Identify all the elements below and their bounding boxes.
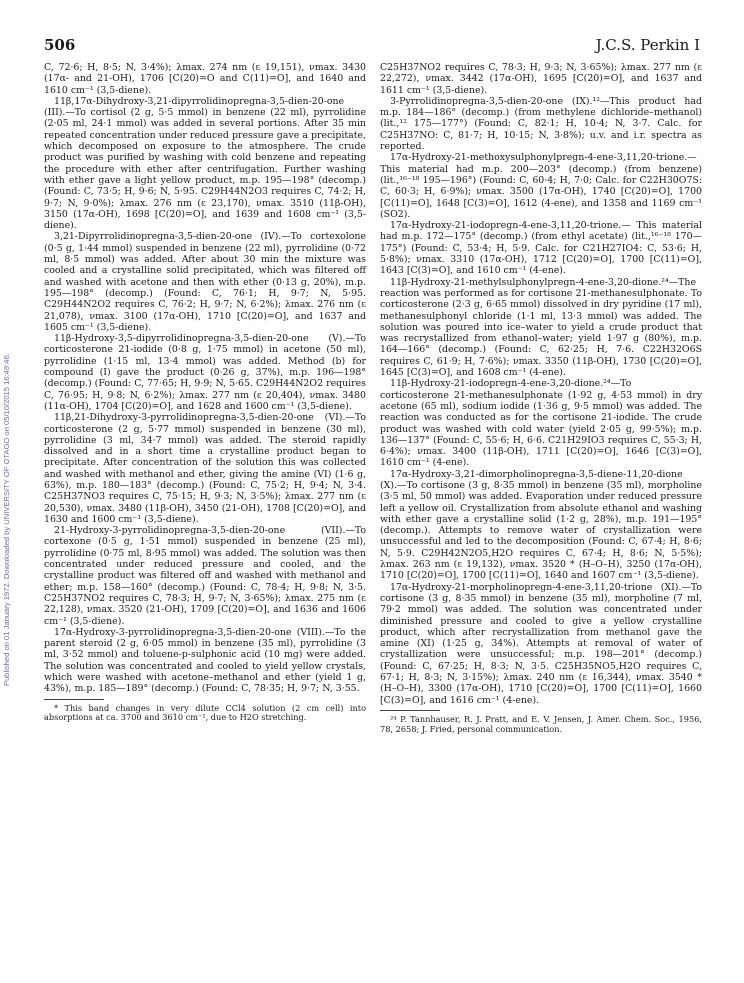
paragraph: 11β,21-Dihydroxy-3-pyrrolidinopregna-3,5-dien-20-one (VI).—To corticosterone (2 g, 5·77 mmol) suspended in benzene (30 ml), pyrrolidine (3 ml, 34·7 mmol) was added. The steroid rapidly dissolved and in a short time a crystalline product began to precipitate. After concentration of the solution this was collected and washed with methanol and ether, giving the amine (VI) (1·6 g, 63%), m.p. 180—183° (decomp.) (Found: C, 75·2; H, 9·4; N, 3·4. C25H37NO3 requires C, 75·15; H, 9·3; N, 3·5%); λmax. 277 nm (ε 20,530), νmax. 3480 (11β-OH), 3450 (21-OH), 1708 [C(20)=O], and 1630 and 1600 cm⁻¹ (3,5-diene). — [44, 412, 366, 525]
paragraph: 3,21-Dipyrrolidinopregna-3,5-dien-20-one (IV).—To cortexolone (0·5 g, 1·44 mmol) suspended in benzene (22 ml), pyrrolidine (0·72 ml, 8·5 mmol) was added. After about 30 min the mixture was cooled and a crystalline solid precipitated, which was filtered off and washed with acetone and then with ether (0·13 g, 20%), m.p. 195—198° (decomp.) (Found: C, 76·1; H, 9·7; N, 5·95. C29H44N2O2 requires C, 76·2; H, 9·7; N, 6·2%); λmax. 276 nm (ε 21,078), νmax. 3100 (17α-OH), 1710 [C(20)=O], and 1637 and 1605 cm⁻¹ (3,5-diene). — [44, 231, 366, 333]
journal-title: J.C.S. Perkin I — [595, 36, 700, 54]
paragraph: 17α-Hydroxy-21-iodopregn-4-ene-3,11,20-trione.— This material had m.p. 172—175° (decomp.) (from ethyl acetate) (lit.,¹⁶⁻¹⁸ 170—175°) (Found: C, 53·4; H, 5·9. Calc. for C21H27IO4: C, 53·6; H, 5·8%); νmax. 3310 (17α-OH), 1712 [C(20)=O], 1700 [C(11)=O], 1643 [C(3)=O], and 1610 cm⁻¹ (4-ene). — [380, 220, 702, 277]
paragraph: C, 72·6; H, 8·5; N, 3·4%); λmax. 274 nm (ε 19,151), νmax. 3430 (17α- and 21-OH), 1706 [C(20)=O and C(11)=O], and 1640 and 1610 cm⁻¹ (3,5-diene). — [44, 62, 366, 96]
download-notice[interactable]: Published on 01 January 1972. Downloaded by UNIVERSITY OF OTAGO on 05/10/2015 16:49:46. — [2, 353, 11, 687]
footnote: * This band changes in very dilute CCl4 solution (2 cm cell) into absorptions at ca. 3700 and 3610 cm⁻¹, due to H2O stretching. — [44, 702, 366, 723]
paragraph: 3-Pyrrolidinopregna-3,5-dien-20-one (IX).¹²—This product had m.p. 184—186° (decomp.) (from methylene dichloride–methanol) (lit.,¹² 175—177°) (Found: C, 82·1; H, 10·4; N, 3·7. Calc. for C25H37NO: C, 81·7; H, 10·15; N, 3·8%); u.v. and i.r. spectra as reported. — [380, 95, 702, 153]
reference: ²⁴ P. Tannhauser, R. J. Pratt, and E. V. Jensen, J. Amer. Chem. Soc., 1956, 78, 2658; J. Fried, personal communication. — [380, 713, 702, 734]
reference-divider — [380, 710, 440, 711]
paragraph: 11β-Hydroxy-3,5-dipyrrolidinopregna-3,5-dien-20-one (V).—To corticosterone 21-iodide (0·8 g, 1·75 mmol) in acetone (50 ml), pyrrolidine (1·15 ml, 13·4 mmol) was added. Method (b) for compound (I) gave the product (0·26 g, 37%), m.p. 196—198° (decomp.) (Found: C, 77·65; H, 9·9; N, 5·65. C29H44N2O2 requires C, 76·95; H, 9·8; N, 6·2%); λmax. 277 nm (ε 20,404), νmax. 3480 (11α-OH), 1704 [C(20)=O], and 1628 and 1600 cm⁻¹ (3,5-diene). — [44, 333, 366, 412]
footnote-divider — [44, 699, 104, 700]
paragraph: 21-Hydroxy-3-pyrrolidinopregna-3,5-dien-20-one (VII).—To cortexone (0·5 g, 1·51 mmol) suspended in benzene (25 ml), pyrrolidine (0·75 ml, 8·95 mmol) was added. The solution was then concentrated under reduced pressure and cooled, and the crystalline product was filtered off and washed with methanol and ether; m.p. 158—160° (decomp.) (Found: C, 78·4; H, 9·8; N, 3·5. C25H37NO2 requires C, 78·3; H, 9·7; N, 3·65%); λmax. 275 nm (ε 22,128), νmax. 3520 (21-OH), 1709 [C(20)=O], and 1636 and 1606 cm⁻¹ (3,5-diene). — [44, 525, 366, 627]
paragraph: 11β-Hydroxy-21-iodopregn-4-ene-3,20-dione.²⁴—To corticosterone 21-methanesulphonate (1·92 g, 4·53 mmol) in dry acetone (65 ml), sodium iodide (1·36 g, 9·5 mmol) was added. The reaction was conducted as for the cortisone 21-iodide. The crude product was washed with cold water (yield 2·05 g, 99·5%); m.p. 136—137° (Found: C, 55·6; H, 6·6. C21H29IO3 requires C, 55·3; H, 6·4%); νmax. 3400 (11β-OH), 1711 [C(20)=O], 1646 [C(3)=O], 1610 cm⁻¹ (4-ene). — [380, 378, 702, 469]
right-column — [380, 62, 702, 735]
paragraph: 17α-Hydroxy-21-morpholinopregn-4-ene-3,11,20-trione (XI).—To cortisone (3 g, 8·35 mmol) in benzene (35 ml), morpholine (7 ml, 79·2 mmol) was added. The solution was concentrated under diminished pressure and cooled to give a yellow crystalline product, which after recrystallization from methanol gave the amine (XI) (1·25 g, 34%). Attempts at removal of water of crystallization were unsuccessful; m.p. 198—201° (decomp.) (Found: C, 67·25; H, 8·3; N, 3·5. C25H35NO5,H2O requires C, 67·1; H, 8·3; N, 3·15%); λmax. 240 nm (ε 16,344), νmax. 3540 * (H–O–H), 3300 (17α-OH), 1710 [C(20)=O], 1700 [C(11)=O], 1660 [C(3)=O], and 1616 cm⁻¹ (4-ene). — [380, 581, 702, 706]
paragraph: 17α-Hydroxy-21-methoxysulphonylpregn-4-ene-3,11,20-trione.—This material had m.p. 200—203° (decomp.) (from benzene) (lit.,¹⁶⁻¹⁸ 195—196°) (Found: C, 60·4; H, 7·0; Calc. for C22H30O7S: C, 60·3; H, 6·9%); νmax. 3500 (17α-OH), 1740 [C(20)=O], 1700 [C(11)=O], 1648 [C(3)=O], 1612 (4-ene), and 1358 and 1169 cm⁻¹ (SO2). — [380, 152, 702, 220]
paragraph: C25H37NO2 requires C, 78·3; H, 9·3; N, 3·65%); λmax. 277 nm (ε 22,272), νmax. 3442 (17α-OH), 1695 [C(20)=O], and 1637 and 1611 cm⁻¹ (3,5-diene). — [380, 62, 702, 96]
paragraph: 17α-Hydroxy-3,21-dimorpholinopregna-3,5-diene-11,20-dione (X).—To cortisone (3 g, 8·35 mmol) in benzene (35 ml), morpholine (3·5 ml, 50 mmol) was added. Evaporation under reduced pressure left a yellow oil. Crystallization from absolute ethanol and washing with ether gave a crystalline solid (1·2 g, 28%), m.p. 191—195° (decomp.). Attempts to remove water of crystallization were unsuccessful and led to the decomposition (Found: C, 67·4; H, 8·6; N, 5·9. C29H42N2O5,H2O requires C, 67·4; H, 8·6; N, 5·5%); λmax. 263 nm (ε 19,132), νmax. 3520 * (H–O–H), 3250 (17α-OH), 1710 [C(20)=O], 1700 [C(11)=O], 1640 and 1607 cm⁻¹ (3,5-diene). — [380, 468, 702, 582]
paragraph: 11β-Hydroxy-21-methylsulphonylpregn-4-ene-3,20-dione.²⁴—The reaction was performed as for cortisone 21-methanesulphonate. To corticosterone (2·3 g, 6·65 mmol) dissolved in dry pyridine (17 ml), methanesulphonyl chloride (1·1 ml, 13·3 mmol) was added. The solution was poured into ice–water to yield a crude product that was recrystallized from ethanol–water; yield 1·97 g (80%), m.p. 164—166° (decomp.) (Found: C, 62·25; H, 7·6. C22H32O6S requires C, 61·9; H, 7·6%); νmax. 3350 (11β-OH), 1730 [C(20)=O], 1645 [C(3)=O], and 1608 cm⁻¹ (4-ene). — [380, 276, 702, 379]
page-number: 506 — [44, 36, 76, 54]
paragraph: 11β,17α-Dihydroxy-3,21-dipyrrolidinopregna-3,5-dien-20-one (III).—To cortisol (2 g, 5·5 mmol) in benzene (22 ml), pyrrolidine (2·05 ml, 24·1 mmol) was added in several portions. After 35 min repeated concentration under reduced pressure gave a precipitate, which decomposed on exposure to the atmosphere. The crude product was purified by washing with cold benzene and repeating the procedure with ether after centrifugation. Further washing with ether gave a light yellow product, m.p. 195—198° (decomp.) (Found: C, 73·5; H, 9·6; N, 5·95. C29H44N2O3 requires C, 74·2; H, 9·7; N, 9·0%); λmax. 276 nm (ε 23,170), νmax. 3510 (11β-OH), 3150 (17α-OH), 1698 [C(20)=O], and 1639 and 1608 cm⁻¹ (3,5-diene). — [44, 95, 366, 232]
paragraph: 17α-Hydroxy-3-pyrrolidinopregna-3,5-dien-20-one (VIII).—To the parent steroid (2 g, 6·05 mmol) in benzene (35 ml), pyrrolidine (3 ml, 3·52 mmol) and toluene-p-sulphonic acid (10 mg) were added. The solution was concentrated and cooled to yield yellow crystals, which were washed with acetone–methanol and ether (yield 1 g, 43%), m.p. 185—189° (decomp.) (Found: C, 78·35; H, 9·7; N, 3·55. — [44, 626, 366, 695]
left-column — [44, 62, 366, 723]
